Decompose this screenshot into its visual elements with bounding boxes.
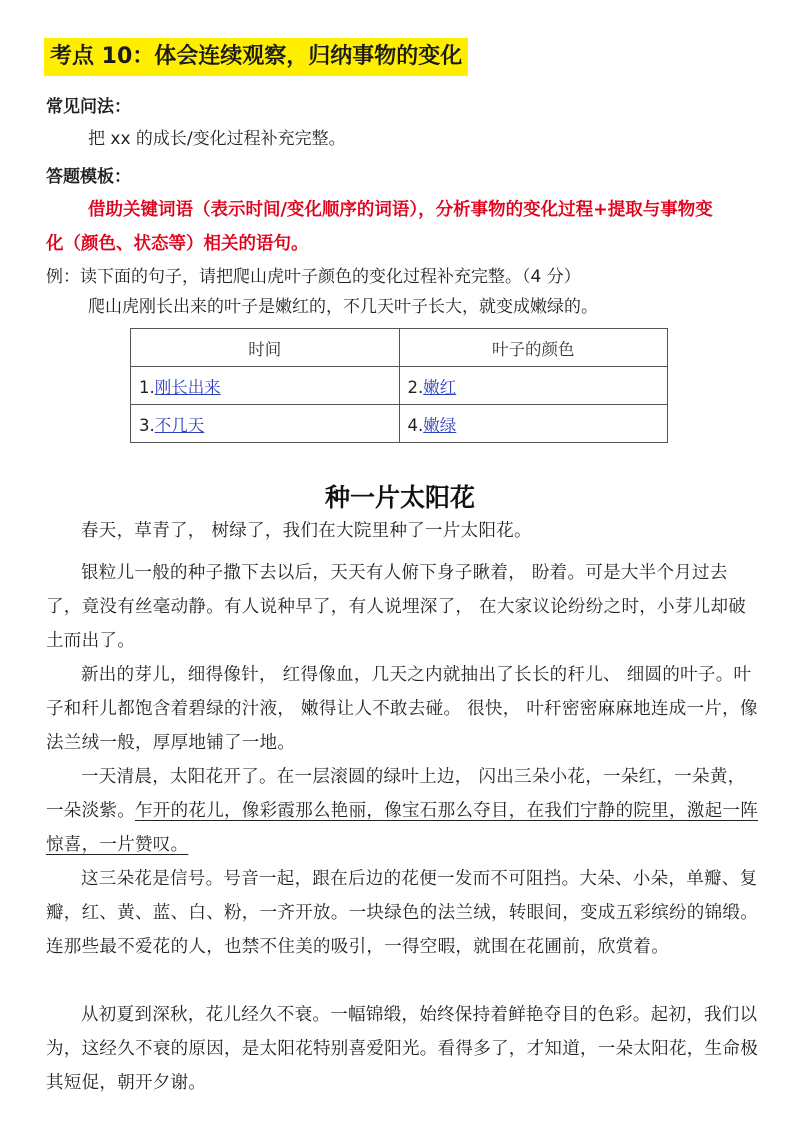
table-row: [131, 367, 668, 405]
table-cell: [399, 367, 668, 405]
underlined-sentence: 乍开的花儿，像彩霞那么艳丽，像宝石那么夺目，在我们宁静的院里，激起一阵惊喜，一片赞叹。: [46, 801, 758, 855]
item-number: 4.: [407, 415, 424, 435]
paragraph-3: 新出的芽儿，细得像针， 红得像血，几天之内就抽出了长长的秆儿、 细圆的叶子。叶子和秆儿都饱含着碧绿的汁液， 嫩得让人不敢去碰。 很快， 叶秆密密麻麻地连成一片，像法兰绒一般，厚厚地铺了一地。: [46, 665, 758, 753]
example-prompt: 例：读下面的句子，请把爬山虎叶子颜色的变化过程补充完整。（4 分）: [46, 267, 581, 287]
table-header-row: [131, 329, 668, 367]
item-number: 2.: [407, 377, 424, 397]
table-cell: [131, 405, 400, 443]
answer-text: 嫩绿: [423, 415, 457, 435]
table-header-color: 叶子的颜色: [399, 329, 668, 367]
table-row: [131, 405, 668, 443]
paragraph-4: [46, 760, 760, 862]
table-cell: [131, 367, 400, 405]
answer-table: [130, 328, 668, 443]
paragraph-6: 从初夏到深秋，花儿经久不衰。一幅锦缎，始终保持着鲜艳夺目的色彩。起初，我们以为，这经久不衰的原因，是太阳花特别喜爱阳光。看得多了，才知道，一朵太阳花，生命极其短促，朝开夕谢。: [46, 1005, 758, 1093]
item-number: 1.: [139, 377, 155, 397]
example-sentence: 爬山虎刚长出来的叶子是嫩红的，不几天叶子长大，就变成嫩绿的。: [88, 297, 598, 317]
table-cell: [399, 405, 668, 443]
question-text: 把 xx 的成长/变化过程补充完整。: [88, 129, 346, 149]
question-label: 常见问法：: [46, 97, 131, 117]
template-line-1: 借助关键词语（表示时间/变化顺序的词语），分析事物的变化过程+提取与事物变: [88, 200, 713, 220]
paragraph-2: 银粒儿一般的种子撒下去以后，天天有人俯下身子瞅着， 盼着。可是大半个月过去了，竟没有丝毫动静。有人说种早了，有人说埋深了， 在大家议论纷纷之时，小芽儿却破土而出了。: [46, 563, 747, 651]
answer-text: 不几天: [154, 415, 205, 435]
item-number: 3.: [139, 415, 155, 435]
table-header-time: 时间: [131, 329, 400, 367]
template-label: 答题模板：: [46, 167, 131, 187]
answer-text: 嫩红: [423, 377, 457, 397]
paragraph-4-text: 一天清晨，太阳花开了。在一层滚圆的绿叶上边， 闪出三朵小花，一朵红，一朵黄，一朵淡紫。: [46, 767, 746, 821]
section-heading: 考点 10：体会连续观察，归纳事物的变化: [44, 38, 468, 76]
answer-text: 刚长出来: [154, 377, 221, 397]
paragraph-1: 春天，草青了， 树绿了，我们在大院里种了一片太阳花。: [81, 521, 532, 541]
template-line-2: 化（颜色、状态等）相关的语句。: [46, 234, 309, 254]
paragraph-5: 这三朵花是信号。号音一起，跟在后边的花便一发而不可阻挡。大朵、小朵，单瓣、复瓣，红、黄、蓝、白、粉，一齐开放。一块绿色的法兰绒，转眼间，变成五彩缤纷的锦缎。连那些最不爱花的人，也禁不住美的吸引，一得空暇，就围在花圃前，欣赏着。: [46, 869, 758, 957]
article-title: 种一片太阳花: [324, 483, 475, 512]
